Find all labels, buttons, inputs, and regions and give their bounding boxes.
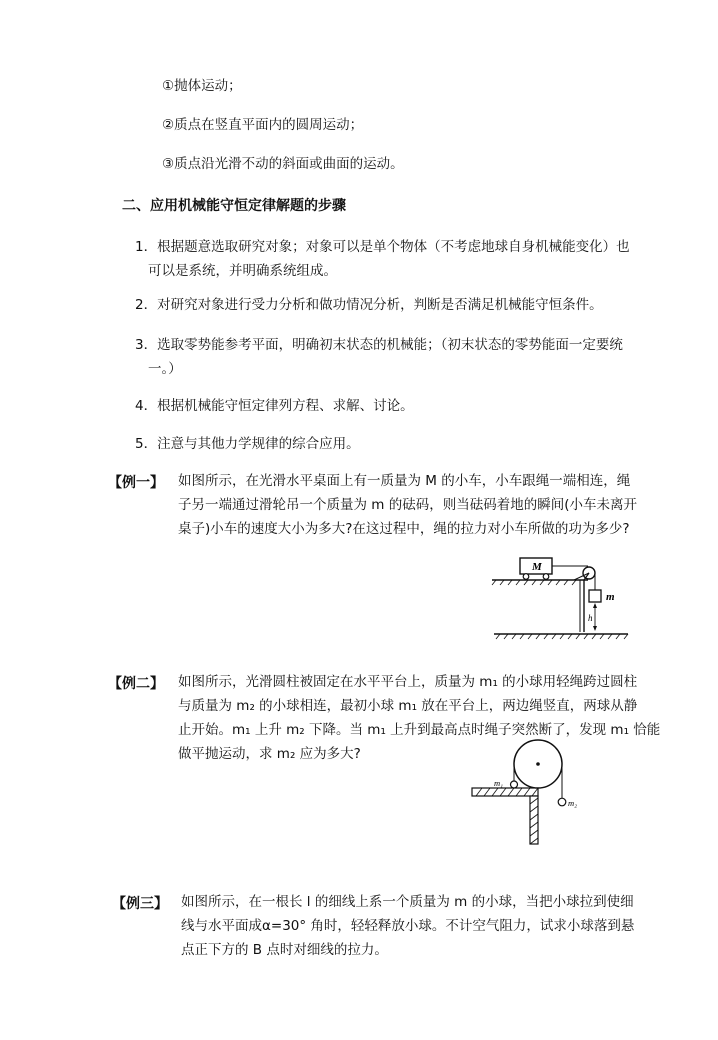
step-3-line-2: 一。） bbox=[148, 361, 182, 377]
example-3-line-1: 如图所示，在一根长 l 的细线上系一个质量为 m 的小球，当把小球拉到使细 bbox=[181, 894, 634, 910]
cart-wheel-right bbox=[543, 574, 549, 580]
intro-item-2: ②质点在竖直平面内的圆周运动； bbox=[162, 117, 364, 133]
step-5-line-1: 5．注意与其他力学规律的综合应用。 bbox=[135, 436, 360, 452]
step-2 bbox=[135, 293, 603, 317]
example-3-line-2: 线与水平面成α=30° 角时，轻轻释放小球。不计空气阻力，试求小球落到悬 bbox=[181, 918, 635, 934]
example-3-text bbox=[181, 890, 634, 962]
example-2-line-2: 与质量为 m₂ 的小球相连，最初小球 m₁ 放在平台上，两边绳竖直，两球从静 bbox=[178, 698, 638, 714]
example-1-line-1: 如图所示，在光滑水平桌面上有一质量为 M 的小车，小车跟绳一端相连，绳 bbox=[178, 473, 631, 489]
mass-label: m bbox=[606, 591, 615, 603]
example-1-text bbox=[178, 469, 637, 541]
ball1-label: m₁ bbox=[494, 778, 504, 788]
example-1-figure bbox=[488, 552, 632, 642]
section-title: 二、应用机械能守恒定律解题的步骤 bbox=[122, 198, 346, 214]
example-2-line-3: 止开始。m₁ 上升 m₂ 下降。当 m₁ 上升到最高点时绳子突然断了，发现 m₁ 恰能 bbox=[178, 722, 661, 738]
step-5 bbox=[135, 432, 360, 456]
height-label: h bbox=[588, 613, 593, 623]
hanging-mass bbox=[589, 590, 601, 602]
cart-label: M bbox=[532, 561, 542, 573]
example-3-label: 【例三】 bbox=[112, 896, 168, 912]
step-3 bbox=[135, 333, 623, 381]
example-2-figure bbox=[470, 734, 590, 846]
step-2-line-1: 2．对研究对象进行受力分析和做功情况分析，判断是否满足机械能守恒条件。 bbox=[135, 297, 603, 313]
example-1-line-2: 子另一端通过滑轮吊一个质量为 m 的砝码，则当砝码着地的瞬间(小车未离开 bbox=[178, 497, 637, 513]
step-1-line-2: 可以是系统，并明确系统组成。 bbox=[148, 263, 337, 279]
ball-m2 bbox=[558, 798, 566, 806]
step-4 bbox=[135, 394, 414, 418]
cart-wheel-left bbox=[523, 574, 529, 580]
example-2-label: 【例二】 bbox=[108, 676, 164, 692]
ball-m1 bbox=[511, 781, 518, 788]
intro-item-3: ③质点沿光滑不动的斜面或曲面的运动。 bbox=[162, 156, 404, 172]
example-2-line-1: 如图所示，光滑圆柱被固定在水平平台上，质量为 m₁ 的小球用轻绳跨过圆柱 bbox=[178, 674, 638, 690]
example-2-line-4: 做平抛运动，求 m₂ 应为多大? bbox=[178, 746, 361, 762]
ball2-label: m₂ bbox=[568, 798, 578, 808]
example-1-label: 【例一】 bbox=[108, 475, 164, 491]
step-4-line-1: 4．根据机械能守恒定律列方程、求解、讨论。 bbox=[135, 398, 414, 414]
step-3-line-1: 3．选取零势能参考平面，明确初末状态的机械能；（初末状态的零势能面一定要统 bbox=[135, 337, 623, 353]
step-1 bbox=[135, 235, 630, 283]
example-1-line-3: 桌子)小车的速度大小为多大?在这过程中，绳的拉力对小车所做的功为多少? bbox=[178, 521, 630, 537]
intro-item-1: ①抛体运动； bbox=[162, 78, 242, 94]
example-3-line-3: 点正下方的 B 点时对细线的拉力。 bbox=[181, 942, 388, 958]
step-1-line-1: 1．根据题意选取研究对象；对象可以是单个物体（不考虑地球自身机械能变化）也 bbox=[135, 239, 630, 255]
